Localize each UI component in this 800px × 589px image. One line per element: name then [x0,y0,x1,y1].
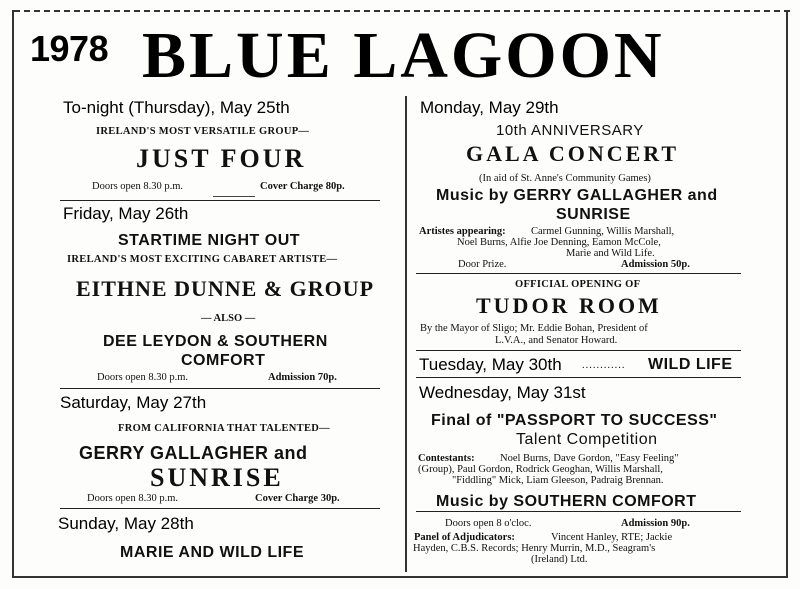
monday-artistes-line1: Carmel Gunning, Willis Marshall, [531,226,675,237]
thursday-act: JUST FOUR [136,144,307,173]
thursday-doors-dash [213,196,255,197]
monday-title: GALA CONCERT [466,141,680,166]
monday-rule [416,273,741,274]
friday-intro: IRELAND'S MOST EXCITING CABARET ARTISTE— [67,254,338,265]
sunday-date: Sunday, May 28th [58,514,194,533]
wednesday-contestants-label: Contestants: [418,453,475,464]
thursday-date: To-night (Thursday), May 25th [63,98,290,117]
border-left [12,10,14,578]
monday-room: TUDOR ROOM [476,293,662,318]
thursday-doors: Doors open 8.30 p.m. [92,181,183,192]
monday-mayor-line1: By the Mayor of Sligo; Mr. Eddie Bohan, President of [420,323,648,334]
monday-artistes-line3: Marie and Wild Life. [566,248,655,259]
monday-mayor-line2: L.V.A., and Senator Howard. [495,335,618,346]
wednesday-panel-line1: Vincent Hanley, RTE; Jackie [551,532,673,543]
friday-headline: STARTIME NIGHT OUT [118,232,301,249]
saturday-doors: Doors open 8.30 p.m. [87,493,178,504]
saturday-act-line2: SUNRISE [150,463,284,492]
tuesday-date: Tuesday, May 30th [419,355,562,374]
friday-charge: Admission 70p. [268,372,337,383]
friday-act2-line1: DEE LEYDON & SOUTHERN [103,333,328,350]
wednesday-final-line2: Talent Competition [516,431,658,448]
border-right [786,10,788,578]
saturday-charge: Cover Charge 30p. [255,493,340,504]
wednesday-contestants-line1: Noel Burns, Dave Gordon, "Easy Feeling" [500,453,679,464]
wednesday-rule [416,511,741,512]
monday-opening-label: OFFICIAL OPENING OF [515,279,641,290]
friday-rule [60,388,380,389]
masthead-title: BLUE LAGOON [142,19,665,92]
tuesday-dots: ............ [582,360,626,371]
monday-artistes-line2: Noel Burns, Alfie Joe Denning, Eamon McCole, [457,237,661,248]
wednesday-contestants-line2: (Group), Paul Gordon, Rodrick Geoghan, Willis Marshall, [418,464,663,475]
friday-act: EITHNE DUNNE & GROUP [76,276,375,301]
wednesday-panel-line2: Hayden, C.B.S. Records; Henry Murrin, M.D., Seagram's [413,543,656,554]
monday-aid: (In aid of St. Anne's Community Games) [479,173,651,184]
border-bottom [12,576,788,578]
monday-artistes-label: Artistes appearing: [419,226,506,237]
tuesday-rule [416,377,741,378]
wednesday-contestants-line3: "Fiddling" Mick, Liam Gleeson, Padraig Brennan. [452,475,664,486]
monday-music-line1: Music by GERRY GALLAGHER and [436,187,718,204]
wednesday-panel-line3: (Ireland) Ltd. [531,554,588,565]
monday-anniversary: 10th ANNIVERSARY [496,122,644,139]
wednesday-doors: Doors open 8 o'cloc. [445,518,532,529]
monday-door-prize: Door Prize. [458,259,507,270]
year-label: 1978 [30,28,109,69]
thursday-intro: IRELAND'S MOST VERSATILE GROUP— [96,126,310,137]
saturday-date: Saturday, May 27th [60,393,207,412]
friday-also: — ALSO — [201,313,256,324]
wednesday-date: Wednesday, May 31st [419,383,586,402]
border-top [14,10,790,12]
monday-end-rule [416,350,741,351]
friday-date: Friday, May 26th [63,204,189,223]
column-divider [405,96,407,572]
sunday-act: MARIE AND WILD LIFE [120,544,304,561]
monday-music-line2: SUNRISE [556,206,631,223]
wednesday-final-line1: Final of "PASSPORT TO SUCCESS" [431,412,718,429]
saturday-intro: FROM CALIFORNIA THAT TALENTED— [118,423,330,434]
monday-date: Monday, May 29th [420,98,559,117]
saturday-act-line1: GERRY GALLAGHER and [79,443,308,463]
saturday-rule [60,508,380,509]
wednesday-music: Music by SOUTHERN COMFORT [436,493,697,510]
tuesday-act: WILD LIFE [648,356,733,373]
wednesday-panel-label: Panel of Adjudicators: [414,532,515,543]
thursday-charge: Cover Charge 80p. [260,181,345,192]
monday-admission: Admission 50p. [621,259,690,270]
wednesday-admission: Admission 90p. [621,518,690,529]
friday-doors: Doors open 8.30 p.m. [97,372,188,383]
thursday-rule [60,200,380,201]
friday-act2-line2: COMFORT [181,352,266,369]
